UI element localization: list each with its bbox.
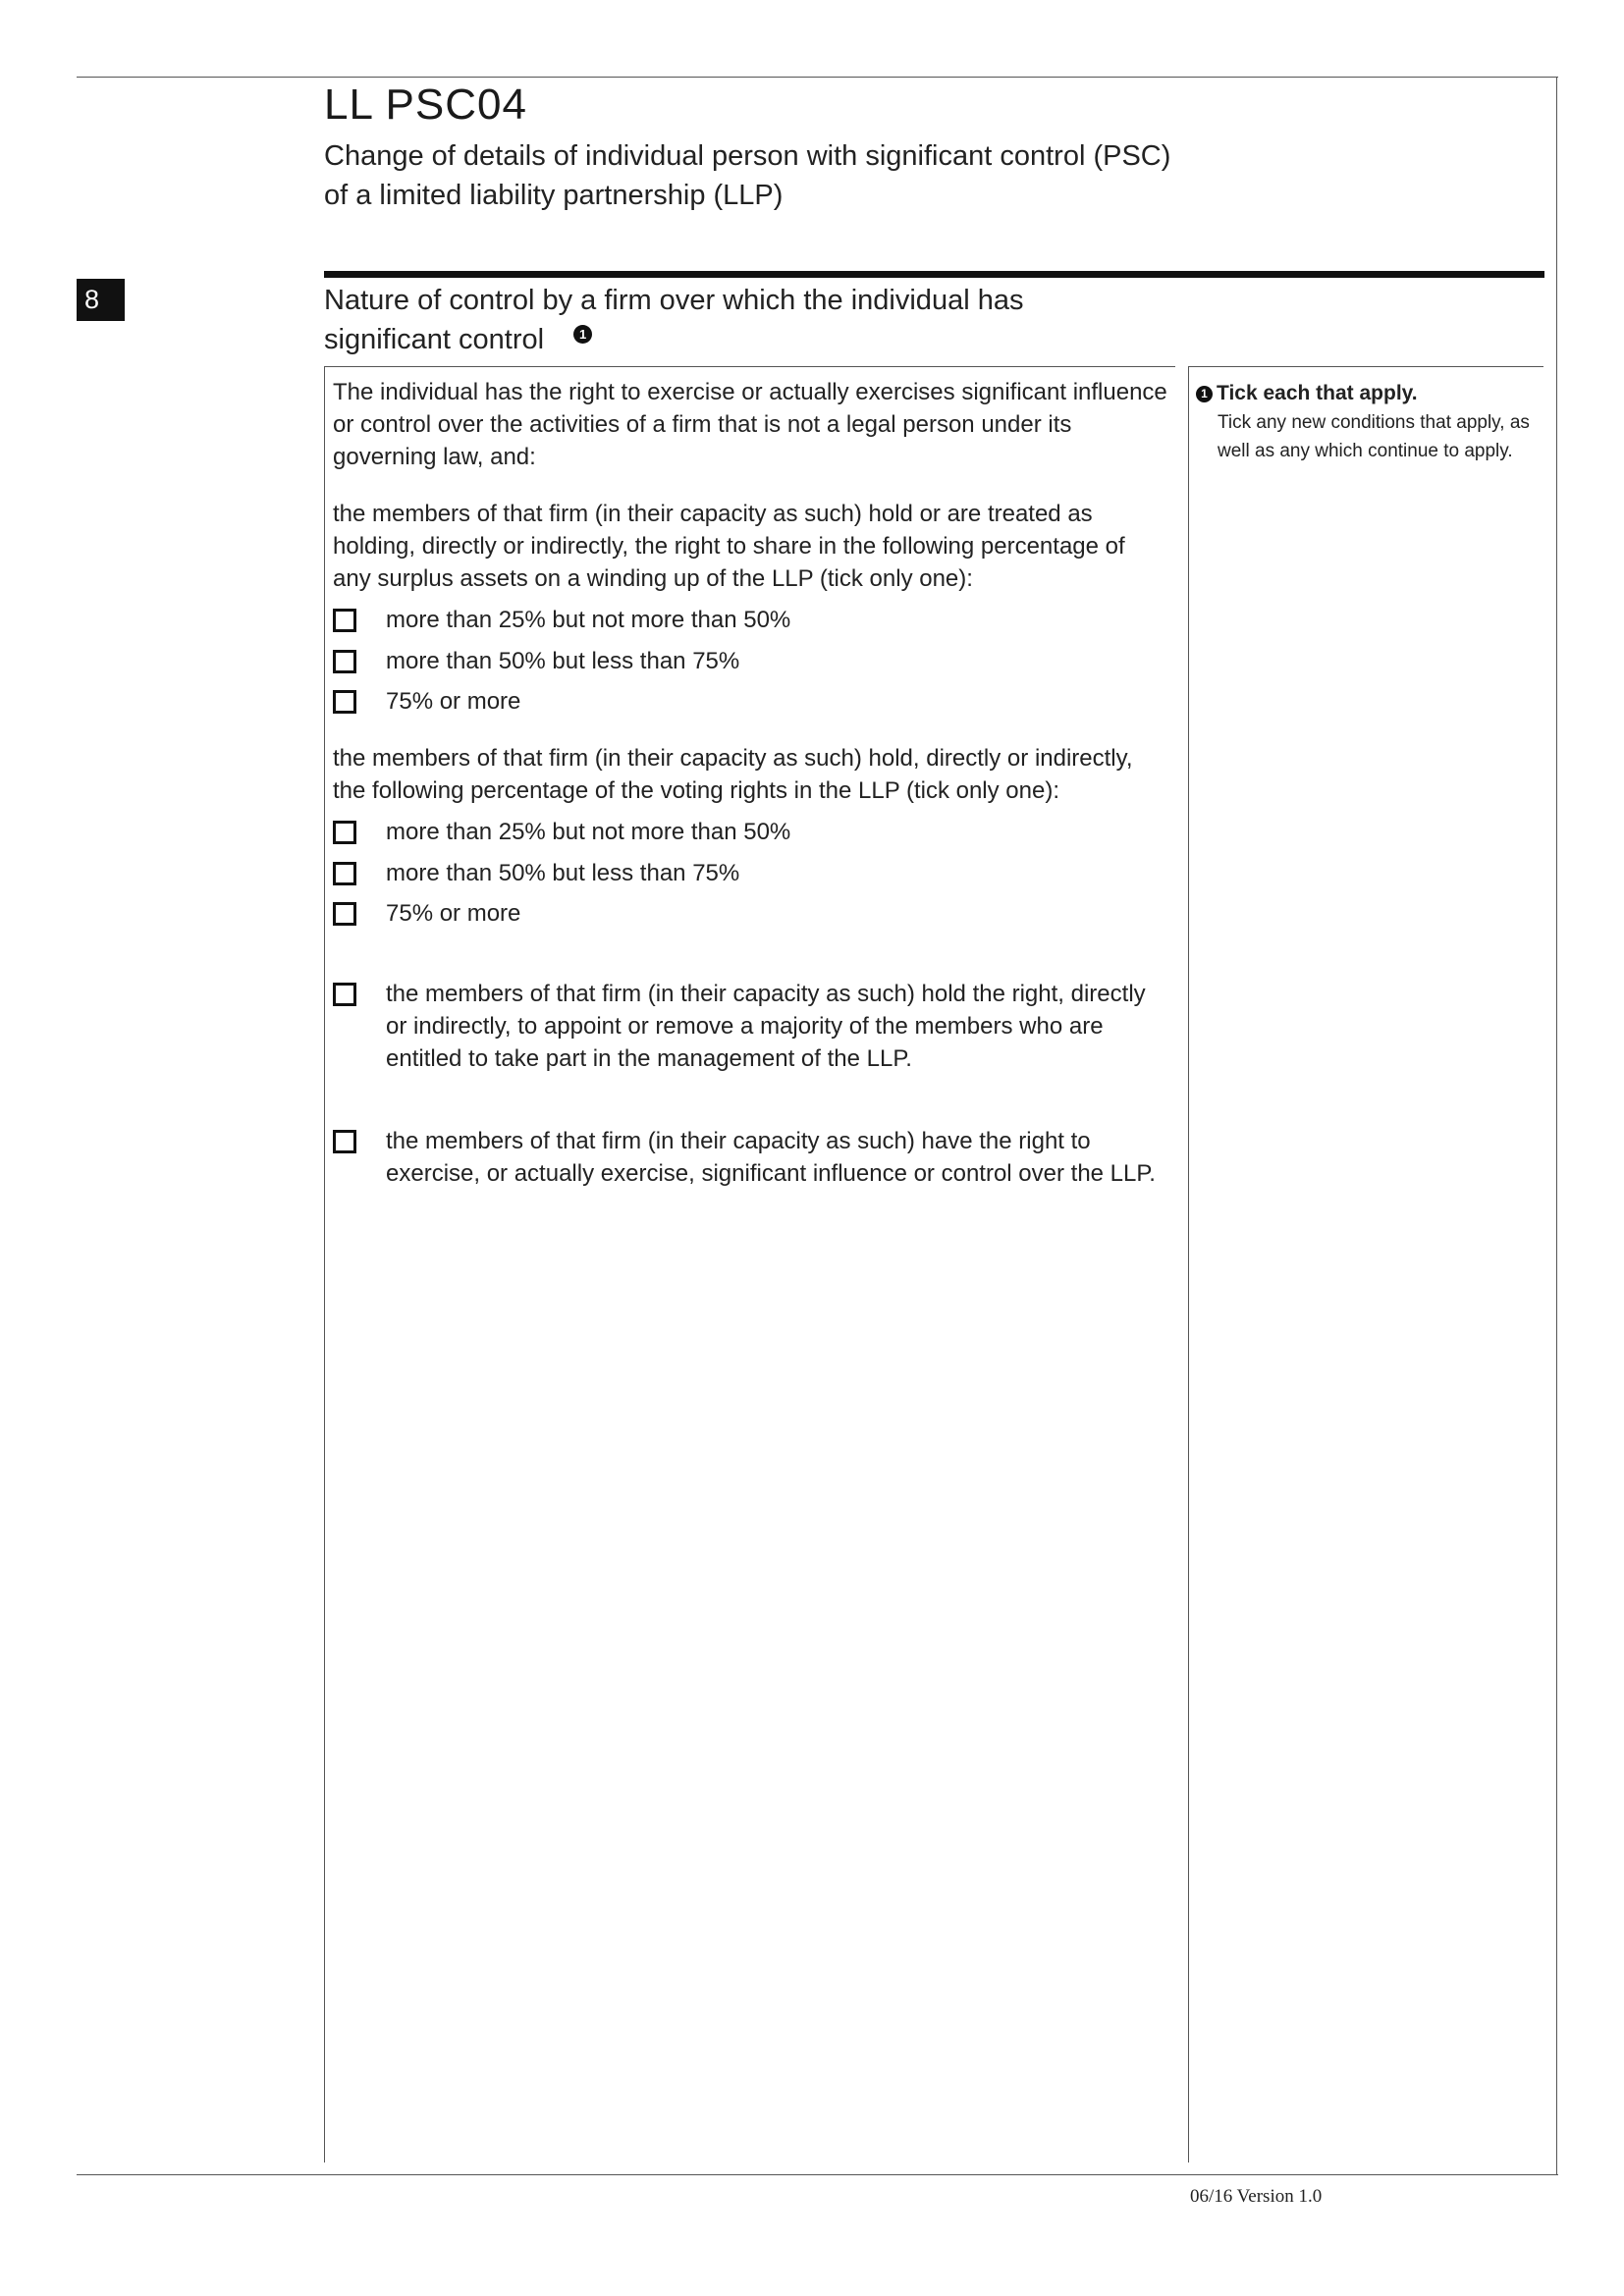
intro-text: The individual has the right to exercise or actually exercises significant influence or control over the activities of a firm that is not a legal person under its governing law, and: [333, 379, 1167, 470]
guidance-panel [1196, 379, 1540, 465]
right-rule [1556, 77, 1557, 2174]
surplus-option-25-50[interactable] [333, 604, 1167, 636]
voting-option-75-plus-label: 75% or more [386, 900, 521, 927]
section-heading-line-2 [324, 320, 1110, 359]
surplus-option-25-50-label: more than 25% but not more than 50% [386, 607, 791, 633]
bottom-rule [77, 2174, 1558, 2175]
form-code: LL PSC04 [324, 80, 527, 129]
significant-influence-option-label: the members of that firm (in their capacity as such) have the right to exercise, or actually exercise, significant influence or control over the LLP. [386, 1128, 1156, 1187]
checkbox[interactable] [333, 983, 356, 1006]
appoint-remove-option-label: the members of that firm (in their capacity as such) hold the right, directly or indirectly, to appoint or remove a majority of the members who are entitled to take part in the management of the LLP. [386, 981, 1146, 1072]
checkbox[interactable] [333, 690, 356, 714]
surplus-option-50-75-label: more than 50% but less than 75% [386, 648, 740, 674]
section-number: 8 [77, 279, 125, 321]
voting-option-50-75-label: more than 50% but less than 75% [386, 860, 740, 886]
form-title [324, 136, 1306, 215]
appoint-remove-option[interactable] [333, 978, 1167, 1075]
guidance-title-text: Tick each that apply. [1217, 382, 1418, 404]
significant-influence-option[interactable] [333, 1125, 1167, 1190]
form-box-left [324, 366, 325, 2163]
checkbox[interactable] [333, 650, 356, 673]
top-rule [77, 77, 1558, 78]
form-title-line-2: of a limited liability partnership (LLP) [324, 180, 784, 211]
guidance-body: Tick any new conditions that apply, as well as any which continue to apply. [1218, 412, 1530, 461]
info-1-icon: 1 [573, 325, 592, 344]
checkbox[interactable] [333, 1130, 356, 1153]
voting-option-25-50[interactable] [333, 816, 1167, 848]
voting-option-75-plus[interactable] [333, 897, 1167, 930]
section-heading-line-1: Nature of control by a firm over which the individual has [324, 285, 1024, 316]
section-heading-line-2-text: significant control [324, 324, 545, 355]
form-title-line-1: Change of details of individual person with significant control (PSC) [324, 140, 1171, 172]
checkbox[interactable] [333, 862, 356, 885]
checkbox[interactable] [333, 821, 356, 844]
surplus-intro-text: the members of that firm (in their capacity as such) hold or are treated as holding, directly or indirectly, the right to share in the following percentage of any surplus assets on a winding up of the LLP (tick only one): [333, 501, 1125, 592]
checkbox[interactable] [333, 609, 356, 632]
form-box-right [1188, 366, 1189, 2163]
info-1-icon: 1 [1196, 386, 1213, 402]
version-footer: 06/16 Version 1.0 [1190, 2186, 1323, 2207]
guidance-box-top [1188, 366, 1543, 367]
guidance-title [1196, 379, 1540, 408]
section-bar [324, 271, 1544, 278]
form-box-top [324, 366, 1175, 367]
surplus-option-75-plus[interactable] [333, 685, 1167, 718]
voting-intro-text: the members of that firm (in their capacity as such) hold, directly or indirectly, the following percentage of the voting rights in the LLP (tick only one): [333, 745, 1133, 804]
surplus-option-50-75[interactable] [333, 645, 1167, 677]
surplus-option-75-plus-label: 75% or more [386, 688, 521, 715]
section-heading [324, 281, 1110, 359]
voting-option-25-50-label: more than 25% but not more than 50% [386, 819, 791, 845]
checkbox[interactable] [333, 902, 356, 926]
voting-option-50-75[interactable] [333, 857, 1167, 889]
